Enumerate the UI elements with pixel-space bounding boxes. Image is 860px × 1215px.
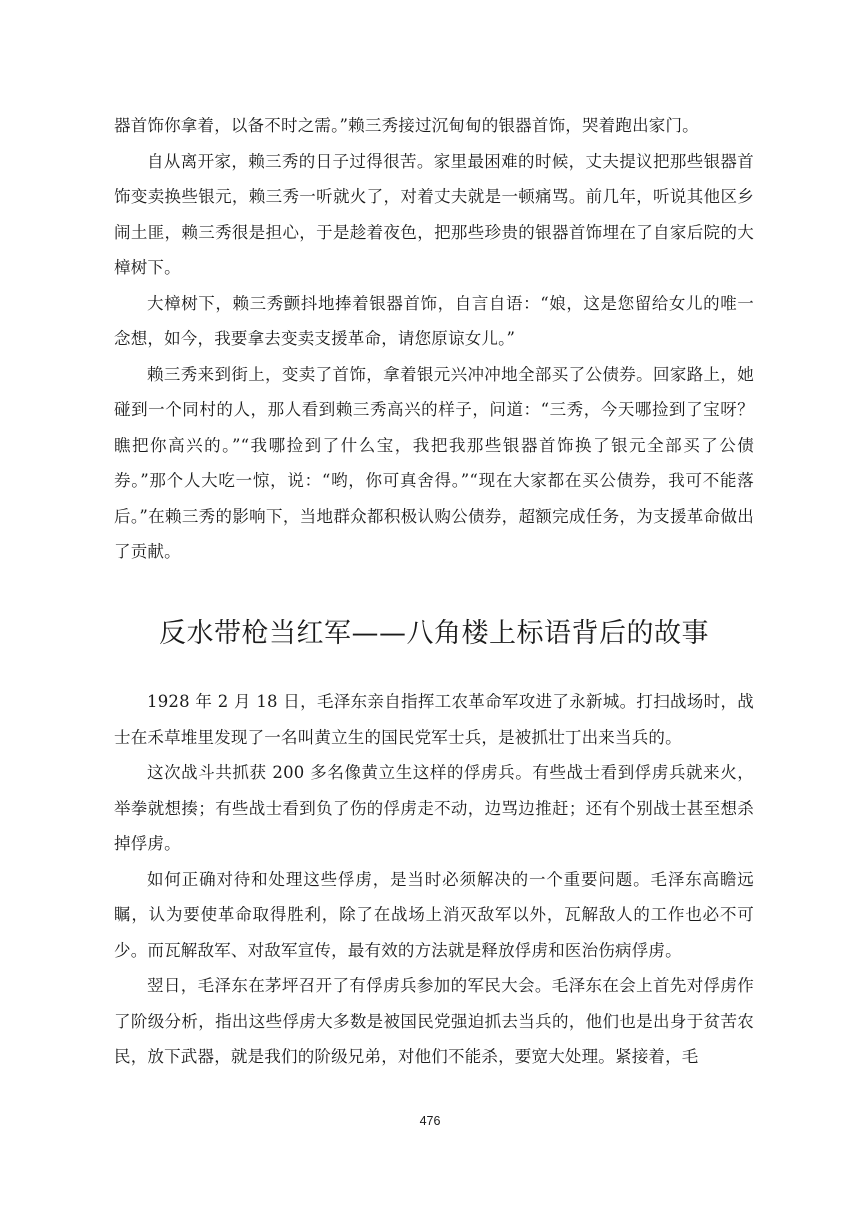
section-2-body: [114, 684, 754, 1075]
page-number: 476: [419, 1114, 441, 1128]
paragraph: 赖三秀来到街上，变卖了首饰，拿着银元兴冲冲地全部买了公债券。回家路上，她碰到一个同村的人，那人看到赖三秀高兴的样子，问道：“三秀，今天哪捡到了宝呀？瞧把你高兴的。”“我哪捡到了什么宝，我把我那些银器首饰换了银元全部买了公债券。”那个人大吃一惊，说：“哟，你可真舍得。”“现在大家都在买公债券，我可不能落后。”在赖三秀的影响下，当地群众都积极认购公债券，超额完成任务，为支援革命做出了贡献。: [114, 364, 754, 561]
paragraph: 这次战斗共抓获 200 多名像黄立生这样的俘虏兵。有些战士看到俘虏兵就来火，举拳就想揍；有些战士看到负了伤的俘虏走不动，边骂边推赶；还有个别战士甚至想杀掉俘虏。: [114, 763, 754, 853]
paragraph: 自从离开家，赖三秀的日子过得很苦。家里最困难的时候，丈夫提议把那些银器首饰变卖换些银元，赖三秀一听就火了，对着丈夫就是一顿痛骂。前几年，听说其他区乡闹土匪，赖三秀很是担心，于是趁着夜色，把那些珍贵的银器首饰埋在了自家后院的大樟树下。: [114, 151, 754, 277]
section-1-body: [114, 108, 754, 570]
paragraph: 1928 年 2 月 18 日，毛泽东亲自指挥工农革命军攻进了永新城。打扫战场时，战士在禾草堆里发现了一名叫黄立生的国民党军士兵，是被抓壮丁出来当兵的。: [114, 692, 754, 747]
paragraph: 如何正确对待和处理这些俘虏，是当时必须解决的一个重要问题。毛泽东高瞻远瞩，认为要使革命取得胜利，除了在战场上消灭敌军以外，瓦解敌人的工作也必不可少。而瓦解敌军、对敌军宣传，最有效的方法就是释放俘虏和医治伤病俘虏。: [114, 869, 754, 960]
paragraph-continuation: 器首饰你拿着，以备不时之需。”赖三秀接过沉甸甸的银器首饰，哭着跑出家门。: [114, 116, 699, 135]
section-title: 反水带枪当红军——八角楼上标语背后的故事: [159, 618, 709, 649]
paragraph: 大樟树下，赖三秀颤抖地捧着银器首饰，自言自语：“娘，这是您留给女儿的唯一念想，如今，我要拿去变卖支援革命，请您原谅女儿。”: [114, 293, 754, 348]
paragraph: 翌日，毛泽东在茅坪召开了有俘虏兵参加的军民大会。毛泽东在会上首先对俘虏作了阶级分析，指出这些俘虏大多数是被国民党强迫抓去当兵的，他们也是出身于贫苦农民，放下武器，就是我们的阶级兄弟，对他们不能杀，要宽大处理。紧接着，毛: [114, 976, 754, 1066]
